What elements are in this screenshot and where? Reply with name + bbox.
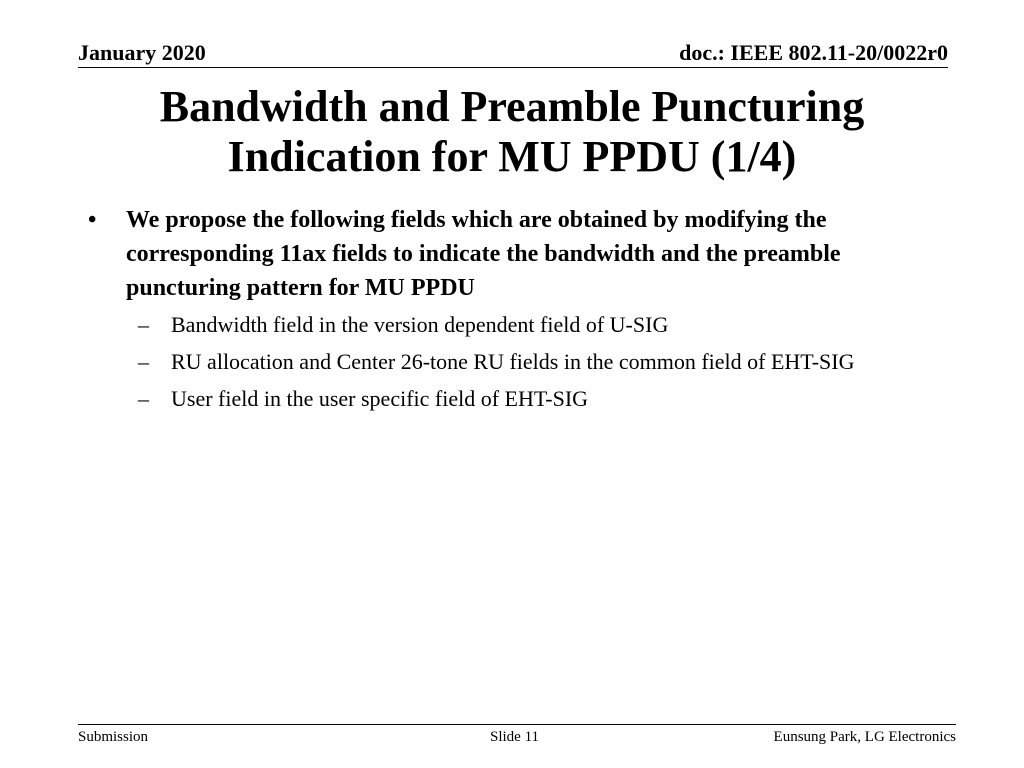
dash-icon: – <box>138 349 149 374</box>
header-date: January 2020 <box>78 40 206 65</box>
bullet-dot-icon: • <box>88 207 97 233</box>
slide-title <box>80 82 944 182</box>
footer-submission: Submission <box>78 729 149 745</box>
header-divider <box>78 67 948 68</box>
sub-bullet <box>138 383 936 414</box>
main-bullet-text: We propose the following fields which are obtained by modifying the corresponding 11ax fields to indicate the bandwidth and the preamble puncturing pattern for MU PPDU <box>126 207 841 301</box>
sub-bullet-list <box>86 309 936 414</box>
footer-author: Eunsung Park, LG Electronics <box>773 729 956 745</box>
dash-icon: – <box>138 386 149 411</box>
sub-bullet-text: RU allocation and Center 26-tone RU fields in the common field of EHT-SIG <box>171 349 855 374</box>
main-bullet <box>86 203 936 305</box>
footer-divider <box>78 724 956 725</box>
sub-bullet-text: Bandwidth field in the version dependent field of U-SIG <box>171 312 669 337</box>
header-doc-id: doc.: IEEE 802.11-20/0022r0 <box>679 40 948 65</box>
dash-icon: – <box>138 312 149 337</box>
footer-slide-number: Slide 11 <box>490 729 540 745</box>
sub-bullet <box>138 309 936 340</box>
sub-bullet-text: User field in the user specific field of EHT-SIG <box>171 386 589 411</box>
sub-bullet <box>138 346 936 377</box>
slide-body <box>86 203 936 420</box>
slide-title-line-1: Bandwidth and Preamble Puncturing <box>159 82 865 131</box>
slide-title-line-2: Indication for MU PPDU (1/4) <box>227 132 797 181</box>
